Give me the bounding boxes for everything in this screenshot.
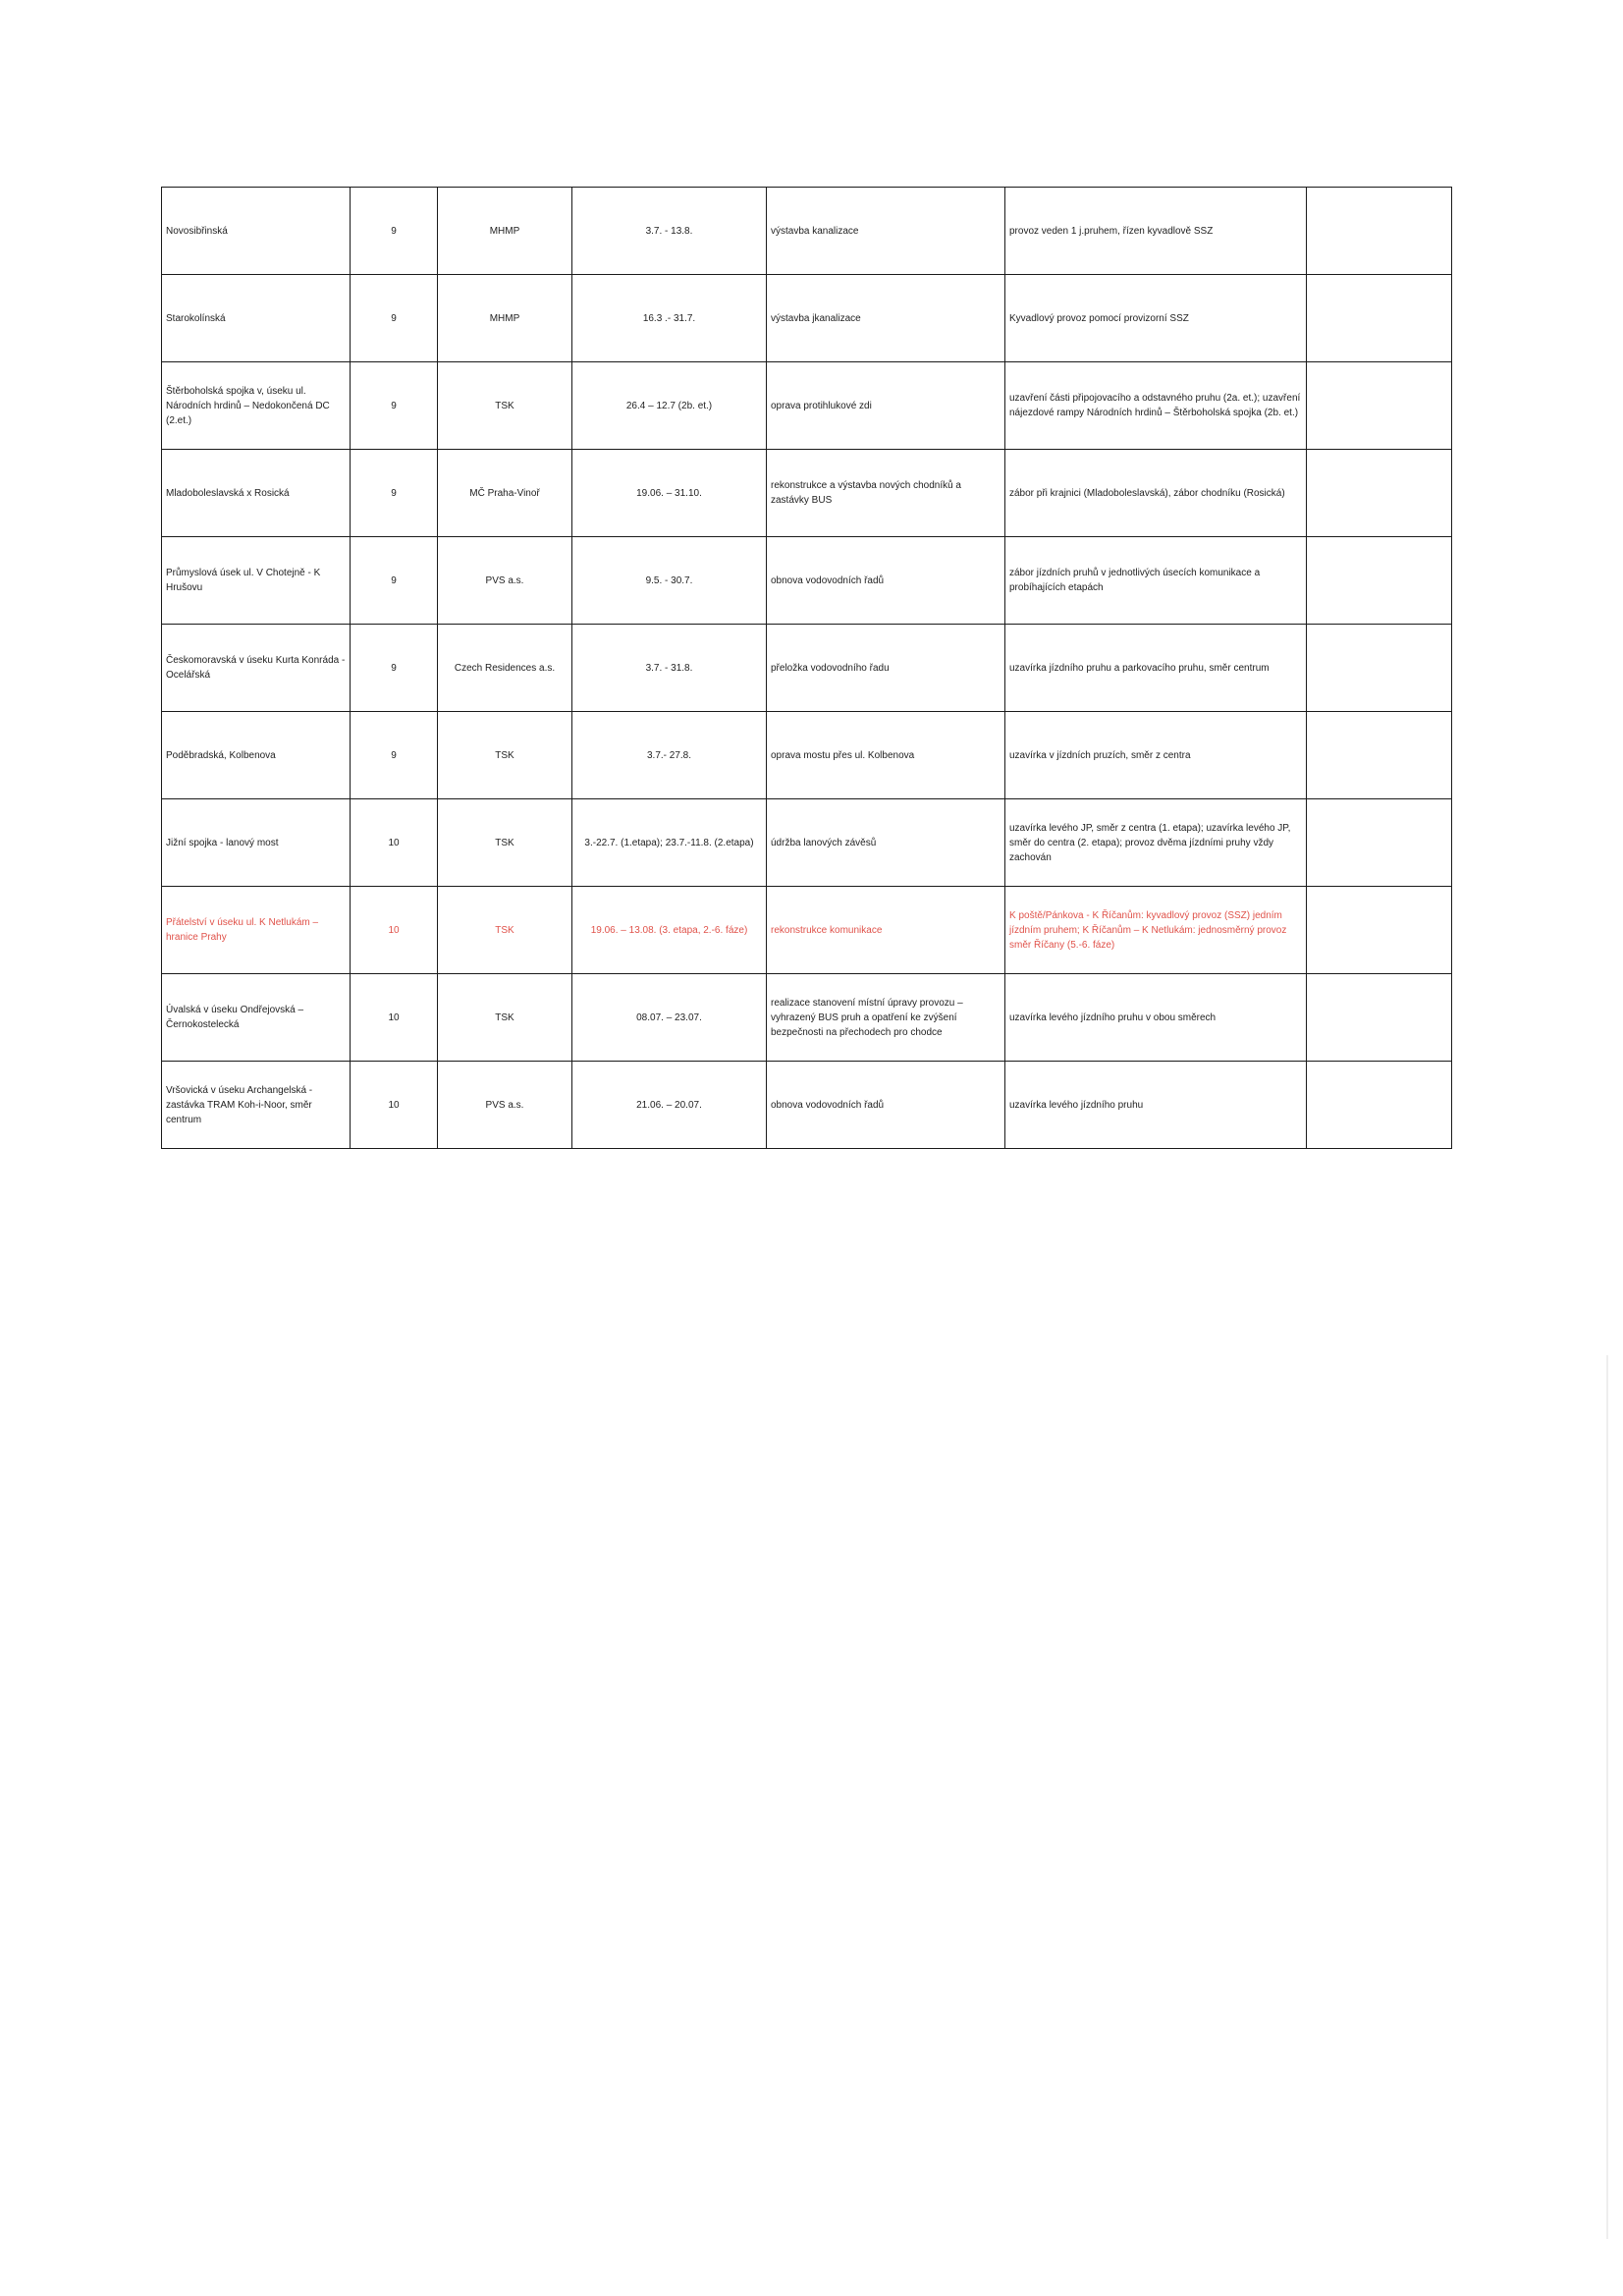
cell-term: 3.7. - 13.8.	[572, 188, 767, 275]
cell-note	[1307, 188, 1452, 275]
cell-work: oprava protihlukové zdi	[767, 362, 1005, 450]
cell-work: obnova vodovodních řadů	[767, 1062, 1005, 1149]
cell-district: 9	[351, 188, 438, 275]
cell-term: 16.3 .- 31.7.	[572, 275, 767, 362]
table-row	[162, 362, 1452, 450]
table-row	[162, 188, 1452, 275]
cell-term: 19.06. – 13.08. (3. etapa, 2.-6. fáze)	[572, 887, 767, 974]
cell-district: 10	[351, 974, 438, 1062]
cell-work: obnova vodovodních řadů	[767, 537, 1005, 625]
cell-traffic: Kyvadlový provoz pomocí provizorní SSZ	[1005, 275, 1307, 362]
cell-investor: TSK	[438, 712, 572, 799]
cell-street: Průmyslová úsek ul. V Chotejně - K Hrušovu	[162, 537, 351, 625]
table-row	[162, 275, 1452, 362]
cell-work: realizace stanovení místní úpravy provozu – vyhrazený BUS pruh a opatření ke zvýšení bezpečnosti na přechodech pro chodce	[767, 974, 1005, 1062]
table-row	[162, 625, 1452, 712]
roadworks-table	[161, 187, 1452, 1149]
cell-investor: TSK	[438, 799, 572, 887]
cell-note	[1307, 974, 1452, 1062]
cell-street: Poděbradská, Kolbenova	[162, 712, 351, 799]
cell-term: 9.5. - 30.7.	[572, 537, 767, 625]
cell-term: 26.4 – 12.7 (2b. et.)	[572, 362, 767, 450]
cell-district: 10	[351, 887, 438, 974]
roadworks-table-body	[162, 188, 1452, 1149]
cell-street: Přátelství v úseku ul. K Netlukám – hranice Prahy	[162, 887, 351, 974]
cell-traffic: uzavírka levého jízdního pruhu v obou směrech	[1005, 974, 1307, 1062]
table-row	[162, 537, 1452, 625]
cell-street: Úvalská v úseku Ondřejovská – Černokostelecká	[162, 974, 351, 1062]
cell-term: 08.07. – 23.07.	[572, 974, 767, 1062]
cell-term: 19.06. – 31.10.	[572, 450, 767, 537]
table-row	[162, 1062, 1452, 1149]
cell-term: 3.7.- 27.8.	[572, 712, 767, 799]
cell-note	[1307, 362, 1452, 450]
cell-street: Mladoboleslavská x Rosická	[162, 450, 351, 537]
cell-district: 9	[351, 450, 438, 537]
cell-work: přeložka vodovodního řadu	[767, 625, 1005, 712]
cell-district: 9	[351, 537, 438, 625]
table-row	[162, 450, 1452, 537]
cell-work: výstavba jkanalizace	[767, 275, 1005, 362]
cell-district: 9	[351, 275, 438, 362]
cell-investor: MHMP	[438, 188, 572, 275]
cell-note	[1307, 275, 1452, 362]
cell-traffic: zábor jízdních pruhů v jednotlivých úsecích komunikace a probíhajících etapách	[1005, 537, 1307, 625]
scan-edge-mark	[1606, 1355, 1608, 2239]
cell-investor: TSK	[438, 362, 572, 450]
cell-traffic: provoz veden 1 j.pruhem, řízen kyvadlově SSZ	[1005, 188, 1307, 275]
cell-investor: PVS a.s.	[438, 537, 572, 625]
cell-traffic: K poště/Pánkova - K Říčanům: kyvadlový provoz (SSZ) jedním jízdním pruhem; K Říčanům – K Netlukám: jednosměrný provoz směr Říčany (5.-6. fáze)	[1005, 887, 1307, 974]
cell-street: Vršovická v úseku Archangelská - zastávka TRAM Koh-i-Noor, směr centrum	[162, 1062, 351, 1149]
cell-investor: TSK	[438, 887, 572, 974]
cell-work: oprava mostu přes ul. Kolbenova	[767, 712, 1005, 799]
cell-note	[1307, 537, 1452, 625]
table-row	[162, 799, 1452, 887]
cell-traffic: uzavírka v jízdních pruzích, směr z centra	[1005, 712, 1307, 799]
cell-district: 9	[351, 712, 438, 799]
cell-note	[1307, 1062, 1452, 1149]
cell-traffic: uzavírka jízdního pruhu a parkovacího pruhu, směr centrum	[1005, 625, 1307, 712]
cell-traffic: uzavření části připojovacího a odstavného pruhu (2a. et.); uzavření nájezdové rampy Národních hrdinů – Štěrboholská spojka (2b. et.)	[1005, 362, 1307, 450]
cell-note	[1307, 887, 1452, 974]
cell-investor: PVS a.s.	[438, 1062, 572, 1149]
cell-street: Novosibřinská	[162, 188, 351, 275]
table-row	[162, 887, 1452, 974]
table-row	[162, 712, 1452, 799]
cell-traffic: zábor při krajnici (Mladoboleslavská), zábor chodníku (Rosická)	[1005, 450, 1307, 537]
cell-work: údržba lanových závěsů	[767, 799, 1005, 887]
cell-work: výstavba kanalizace	[767, 188, 1005, 275]
cell-investor: Czech Residences a.s.	[438, 625, 572, 712]
cell-district: 9	[351, 625, 438, 712]
cell-street: Českomoravská v úseku Kurta Konráda - Ocelářská	[162, 625, 351, 712]
cell-note	[1307, 450, 1452, 537]
cell-note	[1307, 625, 1452, 712]
cell-traffic: uzavírka levého JP, směr z centra (1. etapa); uzavírka levého JP, směr do centra (2. etapa); provoz dvěma jízdními pruhy vždy zachován	[1005, 799, 1307, 887]
table-row	[162, 974, 1452, 1062]
cell-note	[1307, 712, 1452, 799]
cell-term: 3.7. - 31.8.	[572, 625, 767, 712]
cell-district: 10	[351, 799, 438, 887]
cell-term: 3.-22.7. (1.etapa); 23.7.-11.8. (2.etapa)	[572, 799, 767, 887]
cell-traffic: uzavírka levého jízdního pruhu	[1005, 1062, 1307, 1149]
cell-work: rekonstrukce a výstavba nových chodníků a zastávky BUS	[767, 450, 1005, 537]
cell-street: Jižní spojka - lanový most	[162, 799, 351, 887]
cell-term: 21.06. – 20.07.	[572, 1062, 767, 1149]
cell-district: 9	[351, 362, 438, 450]
cell-street: Štěrboholská spojka v, úseku ul. Národních hrdinů – Nedokončená DC (2.et.)	[162, 362, 351, 450]
cell-investor: TSK	[438, 974, 572, 1062]
cell-investor: MČ Praha-Vinoř	[438, 450, 572, 537]
cell-investor: MHMP	[438, 275, 572, 362]
cell-work: rekonstrukce komunikace	[767, 887, 1005, 974]
cell-district: 10	[351, 1062, 438, 1149]
cell-street: Starokolínská	[162, 275, 351, 362]
cell-note	[1307, 799, 1452, 887]
